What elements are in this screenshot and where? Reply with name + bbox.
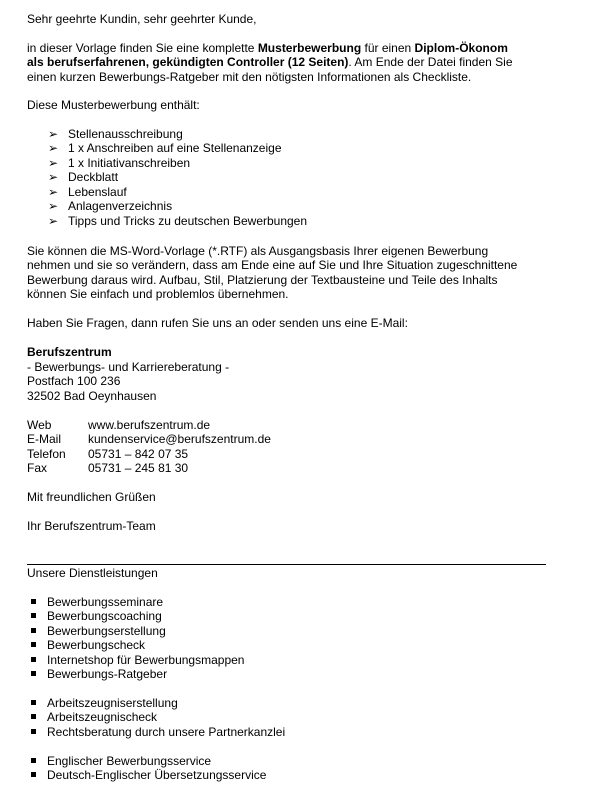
square-bullet-icon bbox=[31, 613, 36, 618]
contact-label: Telefon bbox=[27, 447, 66, 461]
square-bullet-icon bbox=[31, 729, 36, 734]
square-bullet-icon bbox=[31, 599, 36, 604]
arrow-bullet-icon: ➢ bbox=[47, 127, 59, 141]
contains-heading: Diese Musterbewerbung enthält: bbox=[27, 98, 200, 112]
square-bullet-icon bbox=[31, 671, 36, 676]
list-item-label: Lebenslauf bbox=[68, 185, 127, 199]
contact-label: Web bbox=[27, 418, 52, 432]
intro-text: für einen bbox=[361, 41, 415, 55]
fax-value: 05731 – 245 81 30 bbox=[88, 461, 189, 475]
service-label: Deutsch-Englischer Übersetzungsservice bbox=[47, 768, 267, 782]
contact-label: Fax bbox=[27, 461, 48, 475]
square-bullet-icon bbox=[31, 657, 36, 662]
web-link[interactable]: www.berufszentrum.de bbox=[88, 418, 211, 432]
service-label: Arbeitszeugnischeck bbox=[47, 710, 158, 724]
questions-text: Haben Sie Fragen, dann rufen Sie uns an oder senden uns eine E-Mail: bbox=[27, 316, 408, 330]
usage-line: Sie können die MS-Word-Vorlage (*.RTF) als Ausgangsbasis Ihrer eigenen Bewerbung bbox=[27, 244, 489, 258]
intro-bold: als berufserfahrenen, gekündigten Controller (12 Seiten) bbox=[27, 55, 349, 69]
arrow-bullet-icon: ➢ bbox=[47, 199, 59, 213]
square-bullet-icon bbox=[31, 642, 36, 647]
services-heading: Unsere Dienstleistungen bbox=[27, 566, 158, 580]
company-subtitle: - Bewerbungs- und Karriereberatung - bbox=[27, 360, 230, 374]
square-bullet-icon bbox=[31, 714, 36, 719]
service-label: Internetshop für Bewerbungsmappen bbox=[47, 653, 245, 667]
usage-line: Bewerbung daraus wird. Aufbau, Stil, Platzierung der Textbausteine und Teile des Inhalts bbox=[27, 273, 498, 287]
intro-line-3: einen kurzen Bewerbungs-Ratgeber mit den nötigsten Informationen als Checkliste. bbox=[27, 70, 472, 84]
section-divider bbox=[27, 564, 546, 565]
intro-line-1 bbox=[27, 41, 508, 55]
service-label: Bewerbungscheck bbox=[47, 638, 146, 652]
service-label: Bewerbungserstellung bbox=[47, 624, 166, 638]
company-name: Berufszentrum bbox=[27, 345, 112, 359]
list-item-label: Stellenausschreibung bbox=[68, 127, 183, 141]
address-street: Postfach 100 236 bbox=[27, 374, 121, 388]
arrow-bullet-icon: ➢ bbox=[47, 141, 59, 155]
intro-text: in dieser Vorlage finden Sie eine komplette bbox=[27, 41, 258, 55]
square-bullet-icon bbox=[31, 628, 36, 633]
email-link[interactable]: kundenservice@berufszentrum.de bbox=[88, 432, 271, 446]
contact-label: E-Mail bbox=[27, 432, 62, 446]
intro-line-2 bbox=[27, 55, 513, 69]
service-label: Rechtsberatung durch unsere Partnerkanzlei bbox=[47, 725, 286, 739]
arrow-bullet-icon: ➢ bbox=[47, 185, 59, 199]
address-city: 32502 Bad Oeynhausen bbox=[27, 389, 157, 403]
greeting: Sehr geehrte Kundin, sehr geehrter Kunde, bbox=[27, 12, 257, 26]
signature: Ihr Berufszentrum-Team bbox=[27, 519, 156, 533]
intro-text: . Am Ende der Datei finden Sie bbox=[348, 55, 513, 69]
usage-line: nehmen und sie so verändern, dass am Ende eine auf Sie und Ihre Situation zugeschnittene bbox=[27, 258, 518, 272]
arrow-bullet-icon: ➢ bbox=[47, 156, 59, 170]
square-bullet-icon bbox=[31, 700, 36, 705]
list-item-label: 1 x Initiativanschreiben bbox=[68, 156, 191, 170]
intro-bold: Musterbewerbung bbox=[257, 41, 362, 55]
square-bullet-icon bbox=[31, 772, 36, 777]
list-item-label: Tipps und Tricks zu deutschen Bewerbungen bbox=[68, 214, 308, 228]
closing: Mit freundlichen Grüßen bbox=[27, 490, 156, 504]
phone-value: 05731 – 842 07 35 bbox=[88, 447, 189, 461]
intro-bold: Diplom-Ökonom bbox=[414, 41, 508, 55]
service-label: Bewerbungs-Ratgeber bbox=[47, 667, 168, 681]
list-item-label: Deckblatt bbox=[68, 170, 119, 184]
usage-line: können Sie einfach und problemlos übernehmen. bbox=[27, 287, 289, 301]
square-bullet-icon bbox=[31, 758, 36, 763]
service-label: Bewerbungscoaching bbox=[47, 609, 162, 623]
service-label: Englischer Bewerbungsservice bbox=[47, 754, 212, 768]
arrow-bullet-icon: ➢ bbox=[47, 170, 59, 184]
service-label: Arbeitszeugniserstellung bbox=[47, 696, 178, 710]
list-item-label: 1 x Anschreiben auf eine Stellenanzeige bbox=[68, 141, 282, 155]
list-item-label: Anlagenverzeichnis bbox=[68, 199, 173, 213]
arrow-bullet-icon: ➢ bbox=[47, 214, 59, 228]
service-label: Bewerbungsseminare bbox=[47, 595, 164, 609]
